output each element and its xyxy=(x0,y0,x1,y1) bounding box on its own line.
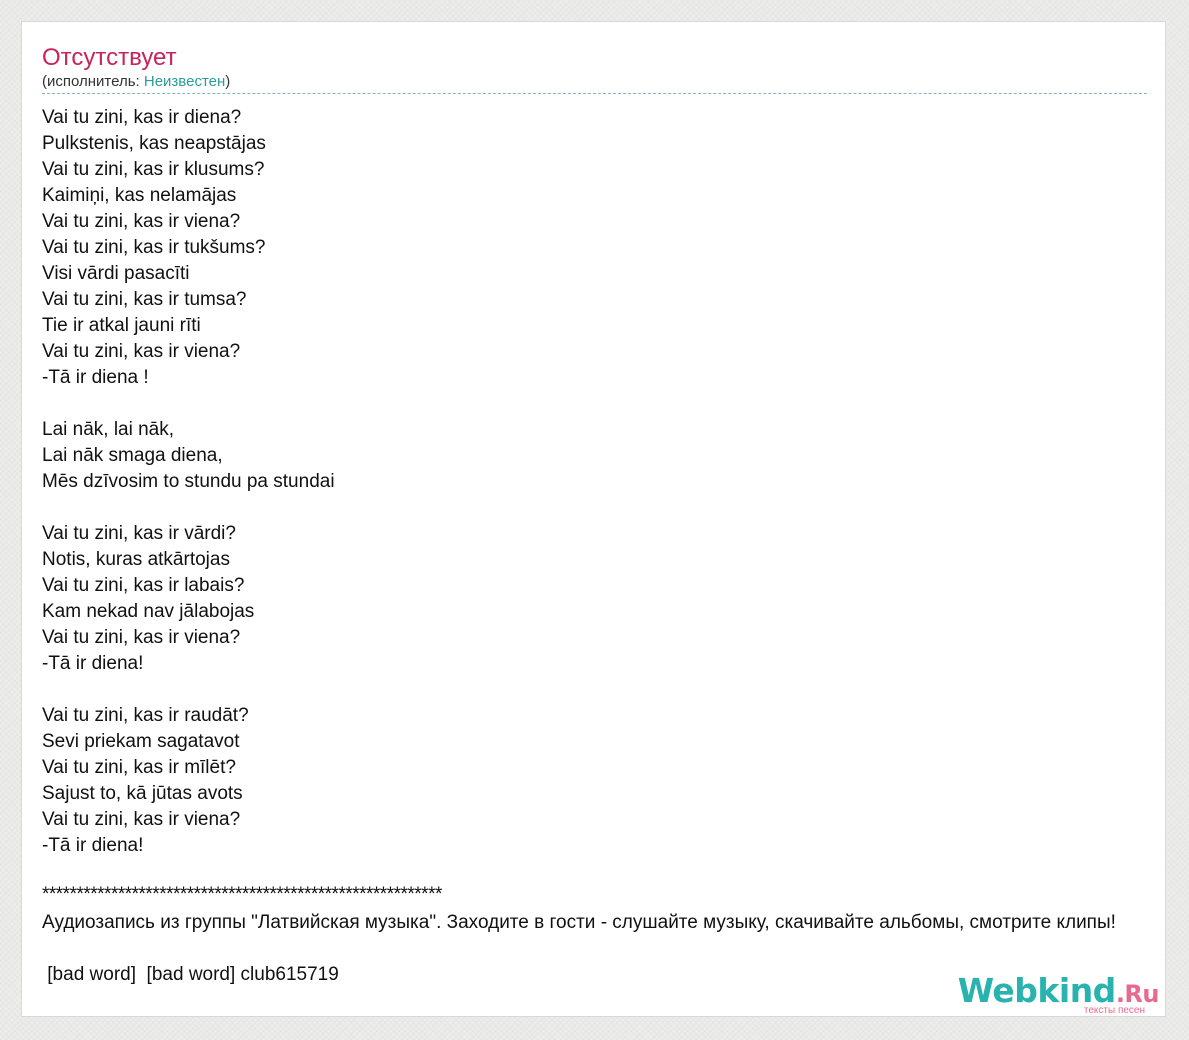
logo-tagline: тексты песен xyxy=(1083,1005,1145,1016)
lyrics-text: Vai tu zini, kas ir diena? Pulkstenis, kas neapstājas Vai tu zini, kas ir klusums? Kaimiņi, kas nelamājas Vai tu zini, kas ir viena? Vai tu zini, kas ir tukšums? Visi vārdi pasacīti Vai tu zini, kas ir tumsa? Tie ir atkal jauni rīti Vai tu zini, kas ir viena? -Tā ir diena ! Lai nāk, lai nāk, Lai nāk smaga diena, Mēs dzīvosim to stundu pa stundai Vai tu zini, kas ir vārdi? Notis, kuras atkārtojas Vai tu zini, kas ir labais? Kam nekad nav jālabojas Vai tu zini, kas ir viena? -Tā ir diena! Vai tu zini, kas ir raudāt? Sevi priekam sagatavot Vai tu zini, kas ir mīlēt? Sajust to, kā jūtas avots Vai tu zini, kas ir viena? -Tā ir diena! xyxy=(42,107,335,856)
artist-prefix: (исполнитель: xyxy=(42,73,144,90)
lyrics-card xyxy=(21,21,1166,1017)
song-title: Отсутствует xyxy=(42,44,177,71)
webkind-logo[interactable] xyxy=(959,972,1159,1014)
artist-link[interactable]: Неизвестен xyxy=(143,73,226,90)
artist-suffix: ) xyxy=(225,73,231,90)
logo-tld: .Ru xyxy=(1115,980,1159,1008)
logo-word: Webkind xyxy=(957,971,1116,1010)
artist-line xyxy=(42,73,230,91)
source-note: Аудиозапись из группы "Латвийская музыка". Заходите в гости - слушайте музыку, скачивайте альбомы, смотрите клипы! xyxy=(42,912,1116,933)
separator-line: ********************************************************** xyxy=(42,884,442,905)
tags-line: [bad word] [bad word] club615719 xyxy=(42,964,339,985)
title-divider xyxy=(42,93,1147,94)
